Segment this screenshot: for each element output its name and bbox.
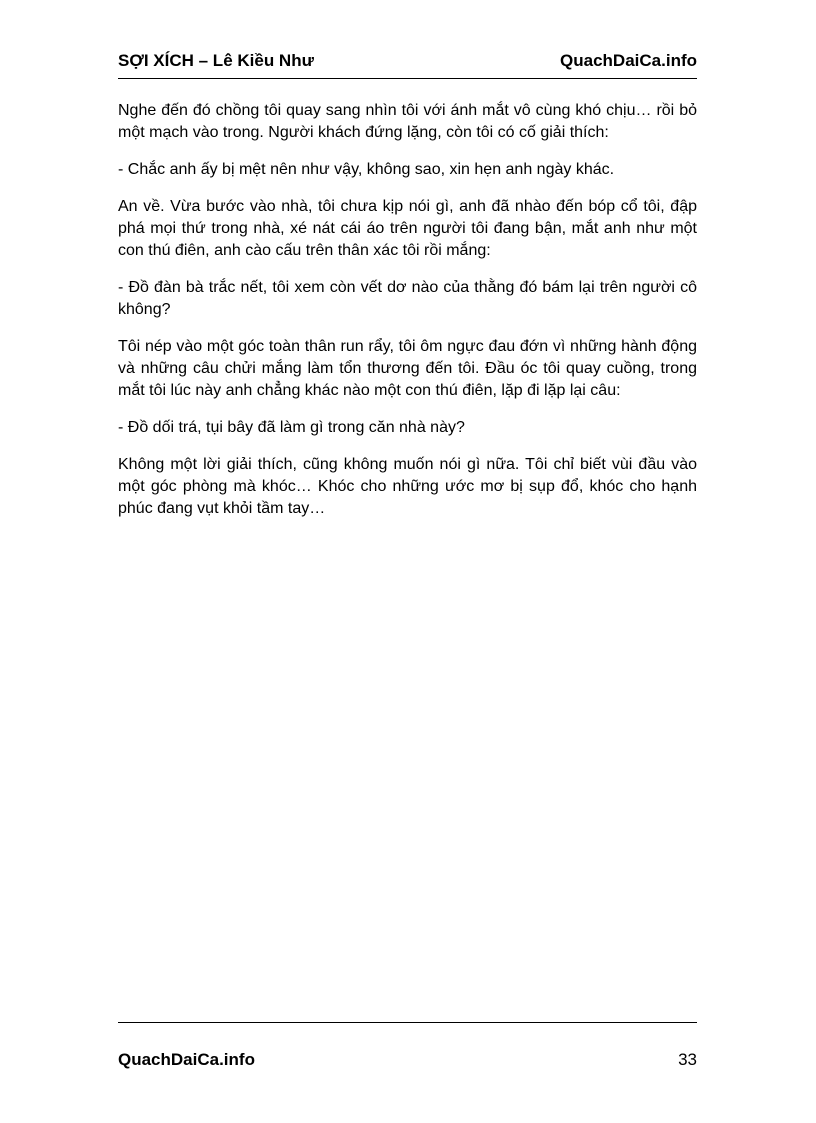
- page-header: [118, 50, 697, 79]
- footer-site-name: QuachDaiCa.info: [118, 1050, 255, 1069]
- page-number: 33: [678, 1050, 697, 1069]
- paragraph: Nghe đến đó chồng tôi quay sang nhìn tôi với ánh mắt vô cùng khó chịu… rồi bỏ một mạch vào trong. Người khách đứng lặng, còn tôi có cố giải thích:: [118, 102, 697, 141]
- book-title: SỢI XÍCH – Lê Kiều Như: [118, 51, 314, 70]
- paragraph: - Đồ đàn bà trắc nết, tôi xem còn vết dơ nào của thằng đó bám lại trên người cô không?: [118, 279, 697, 318]
- paragraph: An về. Vừa bước vào nhà, tôi chưa kịp nói gì, anh đã nhào đến bóp cổ tôi, đập phá mọi thứ trong nhà, xé nát cái áo trên người tôi đang bận, mắt anh như một con thú điên, anh cào cấu trên thân xác tôi rồi mắng:: [118, 198, 697, 259]
- paragraph: - Chắc anh ấy bị mệt nên như vậy, không sao, xin hẹn anh ngày khác.: [118, 161, 615, 178]
- header-site-name: QuachDaiCa.info: [560, 51, 697, 70]
- page-body: [118, 100, 697, 535]
- paragraph: - Đồ dối trá, tụi bây đã làm gì trong căn nhà này?: [118, 419, 465, 436]
- paragraph: Tôi nép vào một góc toàn thân run rẩy, tôi ôm ngực đau đớn vì những hành động và những câu chửi mắng làm tổn thương đến tôi. Đầu óc tôi quay cuồng, trong mắt tôi lúc này anh chẳng khác nào một con thú điên, lặp đi lặp lại câu:: [118, 338, 697, 399]
- page-footer: [118, 1050, 697, 1070]
- footer-divider: [118, 1022, 697, 1023]
- paragraph: Không một lời giải thích, cũng không muốn nói gì nữa. Tôi chỉ biết vùi đầu vào một góc phòng mà khóc… Khóc cho những ước mơ bị sụp đổ, khóc cho hạnh phúc đang vụt khỏi tầm tay…: [118, 456, 697, 517]
